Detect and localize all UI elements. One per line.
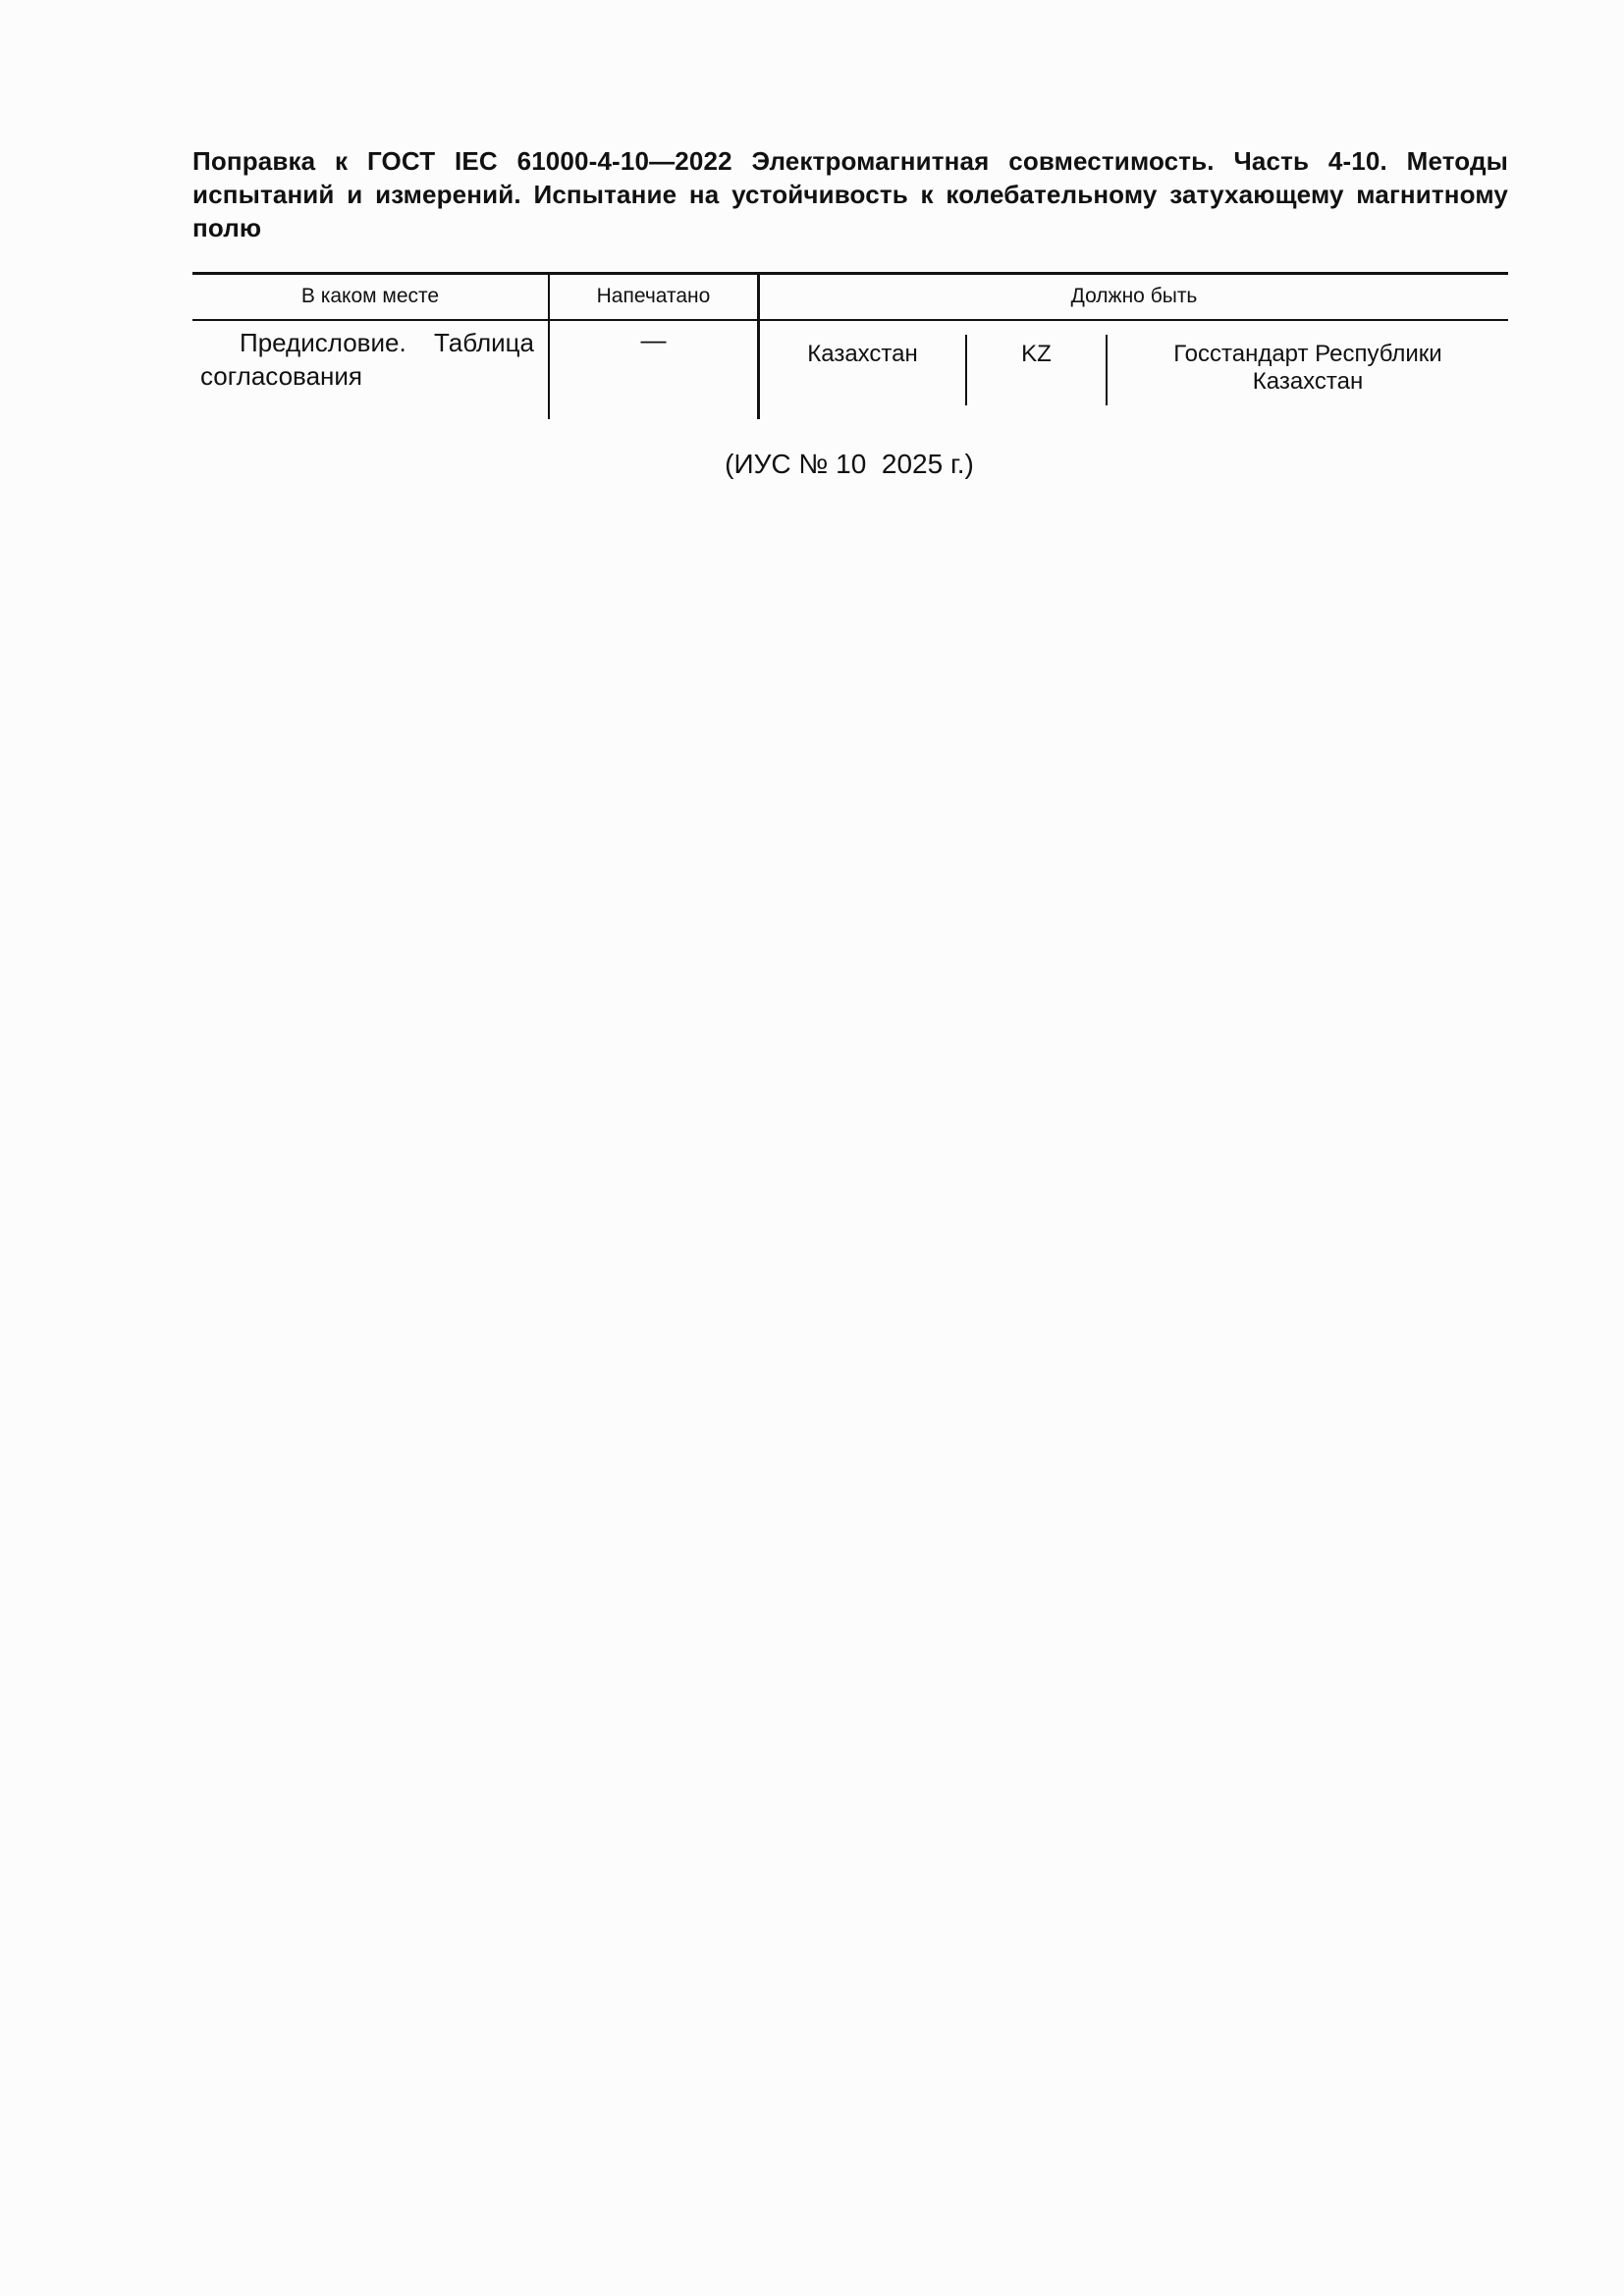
cell-standards-body: Госстандарт Республики Казахстан <box>1173 341 1442 395</box>
correction-table <box>192 272 1508 419</box>
table-top-rule <box>192 272 1508 275</box>
cell-country: Казахстан <box>807 341 918 367</box>
table-header-rule <box>192 319 1508 321</box>
document-title: Поправка к ГОСТ IEC 61000-4-10—2022 Электромагнитная совместимость. Часть 4-10. Методы испытаний и измерений. Испытание на устойчивость к колебательному затухающему магнитному полю <box>192 146 1508 242</box>
cell-printed: — <box>640 325 667 354</box>
header-should-be: Должно быть <box>1070 285 1198 307</box>
header-printed: Напечатано <box>596 285 711 307</box>
header-where: В каком месте <box>300 285 440 307</box>
cell-country-code: KZ <box>1021 341 1052 367</box>
cell-where: Предисловие. Таблица согласования <box>200 328 534 391</box>
publication-reference: (ИУС № 10 2025 г.) <box>725 449 974 479</box>
